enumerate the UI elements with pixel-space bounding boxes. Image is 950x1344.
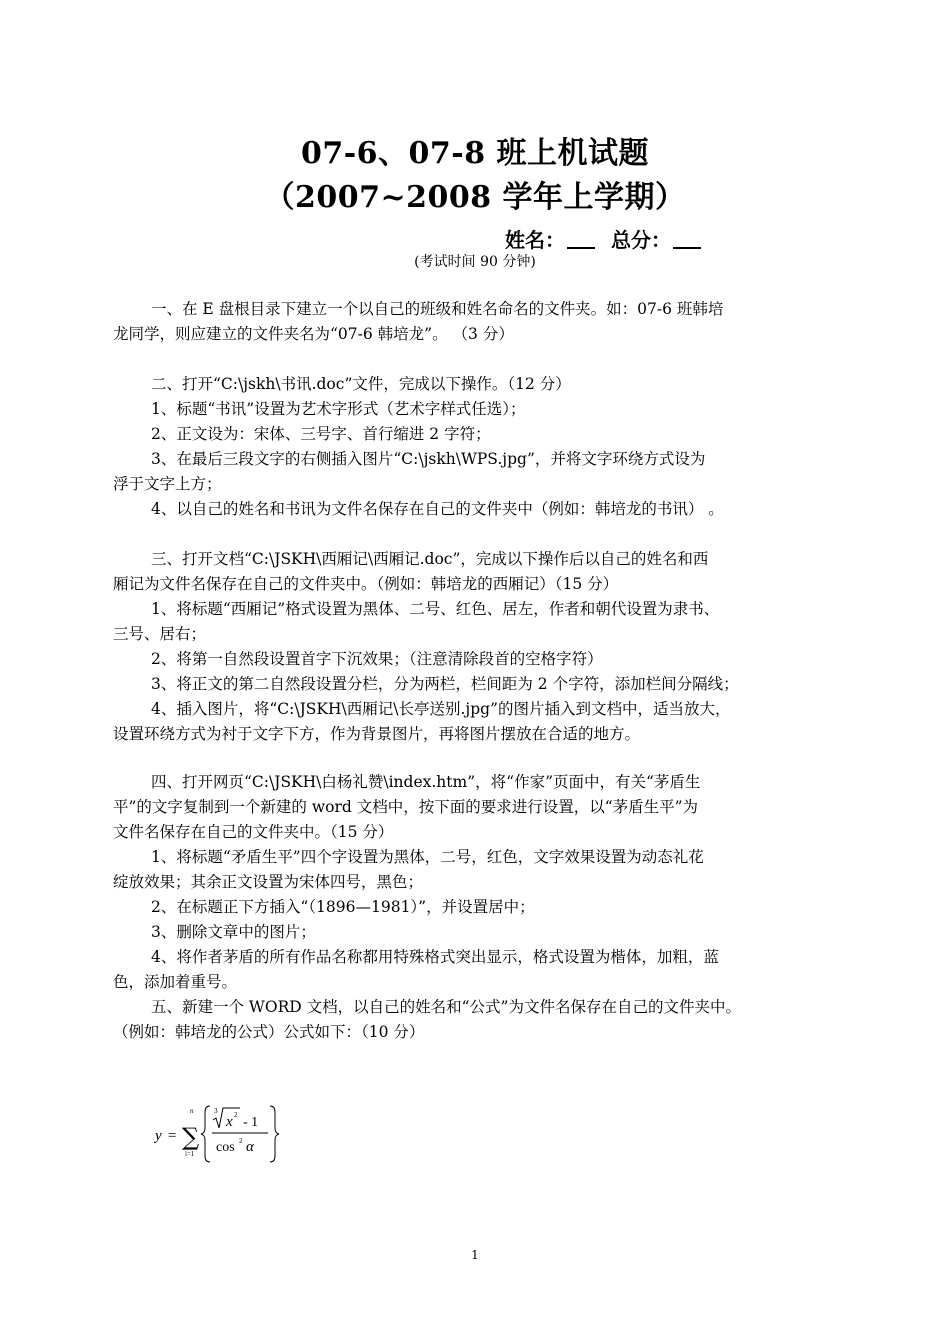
- q3-item: 3、将正文的第二自然段设置分栏，分为两栏，栏间距为 2 个字符，添加栏间分隔线；: [151, 675, 739, 693]
- q2-item: 3、在最后三段文字的右侧插入图片“C:\jskh\WPS.jpg”，并将文字环绕方式设为: [151, 450, 706, 468]
- q3-item: 1、将标题“西厢记”格式设置为黑体、二号、红色、居左，作者和朝代设置为隶书、: [151, 600, 720, 618]
- q4-item: 绽放效果；其余正文设置为宋体四号，黑色；: [113, 873, 424, 891]
- q3-item: 设置环绕方式为衬于文字下方，作为背景图片，再将图片摆放在合适的地方。: [113, 725, 641, 743]
- formula-root-index: 3: [214, 1107, 218, 1115]
- q4-item: 4、将作者茅盾的所有作品名称都用特殊格式突出显示，格式设置为楷体，加粗，蓝: [151, 948, 719, 966]
- q2-heading: 二、打开“C:\jskh\书讯.doc”文件，完成以下操作。（12 分）: [151, 375, 571, 393]
- q2-item: 浮于文字上方；: [113, 475, 222, 493]
- q1-line: 龙同学，则应建立的文件夹名为“07-6 韩培龙”。 （3 分）: [113, 325, 514, 343]
- page-title: 07-6、07-8 班上机试题: [300, 136, 650, 171]
- q3-item: 4、插入图片，将“C:\JSKH\西厢记\长亭送别.jpg”的图片插入到文档中，适当放大，: [151, 700, 731, 718]
- q4-item: 色，添加着重号。: [113, 973, 238, 991]
- formula-equals: =: [168, 1128, 177, 1144]
- q4-heading: 文件名保存在自己的文件夹中。（15 分）: [113, 823, 394, 841]
- page-number: 1: [471, 1248, 479, 1262]
- score-label: 总分：: [611, 228, 671, 252]
- formula-right-brace: [270, 1106, 279, 1162]
- q2-item: 2、正文设为：宋体、三号字、首行缩进 2 字符；: [151, 425, 491, 443]
- formula-cos-exponent: 2: [239, 1137, 243, 1145]
- formula-lower-limit: i=1: [185, 1150, 195, 1158]
- formula-x: x: [226, 1114, 233, 1130]
- q5-heading: 五、新建一个 WORD 文档，以自己的姓名和“公式”为文件名保存在自己的文件夹中。: [151, 998, 741, 1016]
- name-blank: [567, 229, 595, 249]
- q5-heading: （例如：韩培龙的公式）公式如下：（10 分）: [113, 1023, 425, 1041]
- formula-alpha: α: [246, 1139, 254, 1155]
- q1-line: 一、在 E 盘根目录下建立一个以自己的班级和姓名命名的文件夹。如：07-6 班韩培: [151, 300, 724, 318]
- page-subtitle: （2007~2008 学年上学期）: [264, 180, 686, 215]
- name-label: 姓名：: [505, 228, 565, 252]
- student-info: [505, 224, 701, 253]
- q3-heading: 厢记为文件名保存在自己的文件夹中。（例如：韩培龙的西厢记）（15 分）: [113, 575, 619, 593]
- q4-item: 3、删除文章中的图片；: [151, 923, 316, 941]
- score-blank: [673, 229, 701, 249]
- formula-lhs: y: [155, 1128, 162, 1144]
- q4-item: 2、在标题正下方插入“（1896—1981）”，并设置居中；: [151, 898, 535, 916]
- q4-heading: 平”的文字复制到一个新建的 word 文档中，按下面的要求进行设置，以“茅盾生平”为: [113, 798, 699, 816]
- formula-left-brace: [201, 1106, 210, 1162]
- math-formula: [150, 1098, 290, 1168]
- exam-time: (考试时间 90 分钟): [414, 254, 536, 270]
- formula-upper-limit: n: [190, 1107, 194, 1115]
- q3-item: 2、将第一自然段设置首字下沉效果；（注意清除段首的空格字符）: [151, 650, 603, 668]
- formula-minus-one: - 1: [243, 1115, 259, 1130]
- q2-item: 1、标题“书讯”设置为艺术字形式（艺术字样式任选）；: [151, 400, 526, 418]
- q2-item: 4、以自己的姓名和书讯为文件名保存在自己的文件夹中（例如：韩培龙的书讯） 。: [151, 500, 724, 518]
- formula-cos: cos: [216, 1140, 235, 1155]
- q3-item: 三号、居右；: [113, 625, 207, 643]
- q3-heading: 三、打开文档“C:\JSKH\西厢记\西厢记.doc”，完成以下操作后以自己的姓名和西: [151, 550, 709, 568]
- q4-item: 1、将标题“矛盾生平”四个字设置为黑体，二号，红色，文字效果设置为动态礼花: [151, 848, 704, 866]
- formula-x-exponent: 2: [234, 1111, 238, 1119]
- q4-heading: 四、打开网页“C:\JSKH\白杨礼赞\index.htm”，将“作家”页面中，有关“茅盾生: [151, 773, 701, 791]
- formula-sum: ∑: [182, 1123, 200, 1151]
